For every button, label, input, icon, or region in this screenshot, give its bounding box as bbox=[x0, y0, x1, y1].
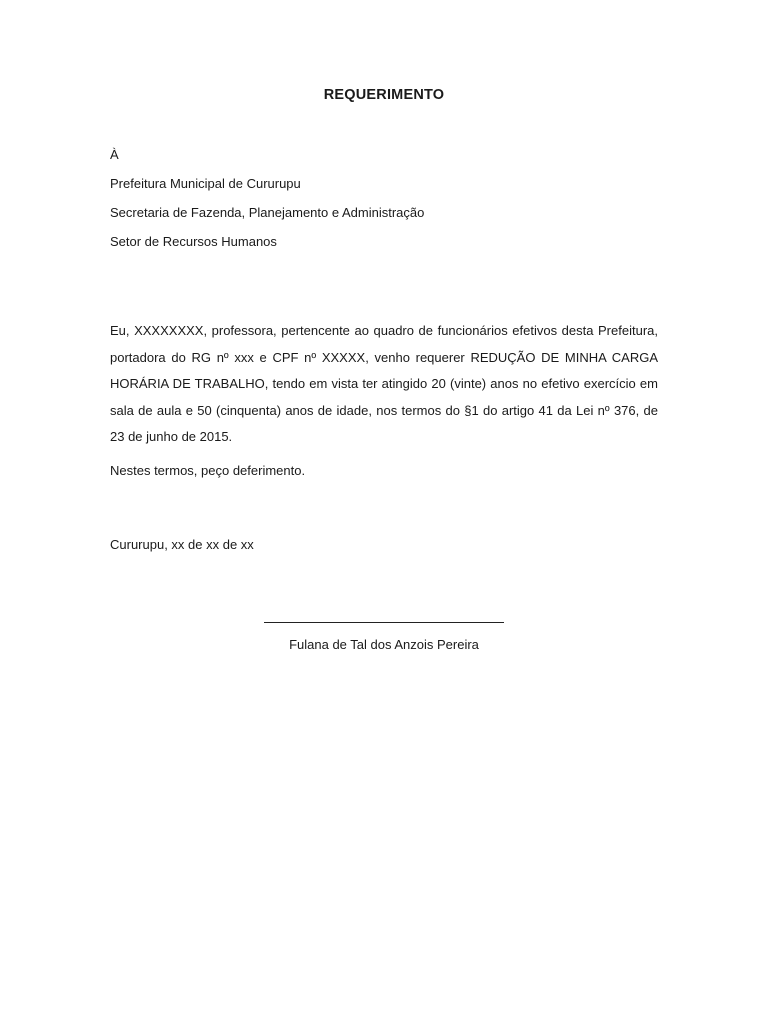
addressee-line-2: Secretaria de Fazenda, Planejamento e Administração bbox=[110, 205, 425, 220]
request-body-paragraph: Eu, XXXXXXXX, professora, pertencente ao quadro de funcionários efetivos desta Prefeitura, portadora do RG nº xxx e CPF nº XXXXX, venho requerer REDUÇÃO DE MINHA CARGA HORÁRIA DE TRABALHO, tendo em vista ter atingido 20 (vinte) anos no efetivo exercício em sala de aula e 50 (cinquenta) anos de idade, nos termos do §1 do artigo 41 da Lei nº 376, de 23 de junho de 2015. bbox=[110, 323, 658, 444]
addressee-line-1: Prefeitura Municipal de Cururupu bbox=[110, 176, 301, 191]
place-date-line: Cururupu, xx de xx de xx bbox=[110, 537, 254, 552]
signature-line bbox=[264, 622, 504, 623]
addressee-to: À bbox=[110, 147, 119, 162]
closing-line: Nestes termos, peço deferimento. bbox=[110, 463, 306, 478]
addressee-line-3: Setor de Recursos Humanos bbox=[110, 234, 277, 249]
document-title: REQUERIMENTO bbox=[323, 87, 445, 103]
signature-name: Fulana de Tal dos Anzois Pereira bbox=[289, 637, 479, 652]
